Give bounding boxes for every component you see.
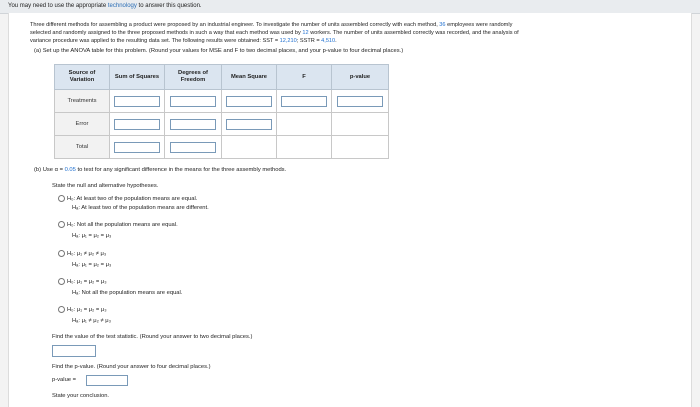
radio-button[interactable]: [58, 278, 65, 285]
intro-text: Three different methods for assembling a product were proposed by an industrial engineer. To investigate the number of units assembled correctly with each method,: [30, 22, 440, 28]
intro-text: selected and randomly assigned to the three proposed methods in such a way that each method was used by: [30, 30, 303, 36]
cell: [110, 136, 165, 159]
sst-value: 12,210: [279, 38, 297, 44]
row-label-error: Error: [55, 113, 110, 136]
p-value-input[interactable]: [86, 375, 128, 386]
part-a-label: (a) Set up the ANOVA table for this problem. (Round your values for MSE and F to two decimal places, and your p-value to four decimal places.): [34, 48, 404, 54]
header-degrees-of-freedom: Degrees of Freedom: [165, 65, 222, 90]
row-label-treatments: Treatments: [55, 90, 110, 113]
test-statistic-prompt: Find the value of the test statistic. (Round your answer to two decimal places.): [52, 334, 253, 340]
df-total-input[interactable]: [170, 142, 216, 153]
df-treatments-input[interactable]: [170, 96, 216, 107]
hypothesis-option-3[interactable]: [58, 250, 106, 257]
table-row-error: [55, 113, 389, 136]
intro-text: employees were randomly: [445, 22, 513, 28]
table-row-total: [55, 136, 389, 159]
hypothesis-option-5-ha: Hₐ: μ₁ ≠ μ₂ ≠ μ₃: [72, 318, 111, 324]
intro-text: ; SSTR =: [296, 38, 322, 44]
workers-count: 12: [302, 30, 309, 36]
h0-text: H₀: Not all the population means are equal.: [67, 222, 178, 229]
hypothesis-option-4-ha: Hₐ: Not all the population means are equal.: [72, 290, 183, 296]
ms-treatments-input[interactable]: [226, 96, 272, 107]
h0-text: H₀: μ₁ ≠ μ₂ ≠ μ₃: [67, 251, 107, 258]
alpha-value: 0.05: [64, 167, 76, 173]
p-value-table-input[interactable]: [337, 96, 383, 107]
cell: [165, 90, 222, 113]
cell: [222, 113, 277, 136]
test-statistic-input[interactable]: [52, 345, 96, 357]
df-error-input[interactable]: [170, 119, 216, 130]
ss-error-input[interactable]: [114, 119, 160, 130]
radio-button[interactable]: [58, 195, 65, 202]
instruction-bar: [0, 0, 700, 14]
p-value-prompt: Find the p-value. (Round your answer to four decimal places.): [52, 364, 211, 370]
ss-total-input[interactable]: [114, 142, 160, 153]
ms-error-input[interactable]: [226, 119, 272, 130]
part-b-text: to test for any significant difference in the means for the three assembly methods.: [75, 167, 287, 173]
radio-button[interactable]: [58, 221, 65, 228]
technology-link[interactable]: technology: [107, 3, 137, 9]
cell: [277, 90, 332, 113]
header-mean-square: Mean Square: [222, 65, 277, 90]
note-text-end: to answer this question.: [136, 3, 202, 9]
cell: [165, 113, 222, 136]
hypothesis-option-2-ha: Hₐ: μ₁ = μ₂ = μ₃: [72, 233, 112, 239]
hypothesis-option-4[interactable]: [58, 278, 107, 285]
header-source: Source of Variation: [55, 65, 110, 90]
intro-text: workers. The number of units assembled correctly was recorded, and the analysis of: [308, 30, 519, 36]
conclusion-prompt: State your conclusion.: [52, 393, 110, 399]
row-label-total: Total: [55, 136, 110, 159]
intro-text: .: [335, 38, 337, 44]
cell: [332, 113, 389, 136]
hypothesis-option-3-ha: Hₐ: μ₁ = μ₂ = μ₃: [72, 262, 112, 268]
header-f: F: [277, 65, 332, 90]
cell: [222, 136, 277, 159]
sstr-value: 4,510: [321, 38, 336, 44]
table-row-treatments: [55, 90, 389, 113]
ss-treatments-input[interactable]: [114, 96, 160, 107]
header-sum-of-squares: Sum of Squares: [110, 65, 165, 90]
hypothesis-option-5[interactable]: [58, 306, 107, 313]
h0-text: H₀: At least two of the population means are equal.: [67, 196, 198, 203]
hypothesis-option-1-ha: Hₐ: At least two of the population means are different.: [72, 205, 209, 211]
h0-text: H₀: μ₁ = μ₂ = μ₃: [67, 307, 107, 314]
part-b-label: [34, 167, 286, 173]
state-hypotheses-prompt: State the null and alternative hypotheses.: [52, 183, 159, 189]
cell: [110, 113, 165, 136]
radio-button[interactable]: [58, 306, 65, 313]
cell: [165, 136, 222, 159]
cell: [110, 90, 165, 113]
part-b-text: (b) Use α =: [34, 167, 65, 173]
h0-text: H₀: μ₁ = μ₂ = μ₃: [67, 279, 107, 286]
f-input[interactable]: [281, 96, 327, 107]
intro-text: variance procedure was applied to the resulting data set. The following results were obtained: SST =: [30, 38, 280, 44]
header-p-value: p-value: [332, 65, 389, 90]
cell: [222, 90, 277, 113]
p-value-label: p-value =: [52, 377, 77, 383]
problem-statement: [30, 21, 670, 45]
radio-button[interactable]: [58, 250, 65, 257]
anova-header-row: [55, 65, 389, 90]
cell: [277, 113, 332, 136]
note-text: You may need to use the appropriate: [8, 3, 108, 9]
hypothesis-option-1[interactable]: [58, 195, 197, 202]
employees-count: 36: [439, 22, 446, 28]
hypothesis-option-2[interactable]: [58, 221, 178, 228]
anova-table: [54, 64, 389, 159]
cell: [277, 136, 332, 159]
cell: [332, 136, 389, 159]
instruction-note: [8, 3, 202, 9]
cell: [332, 90, 389, 113]
